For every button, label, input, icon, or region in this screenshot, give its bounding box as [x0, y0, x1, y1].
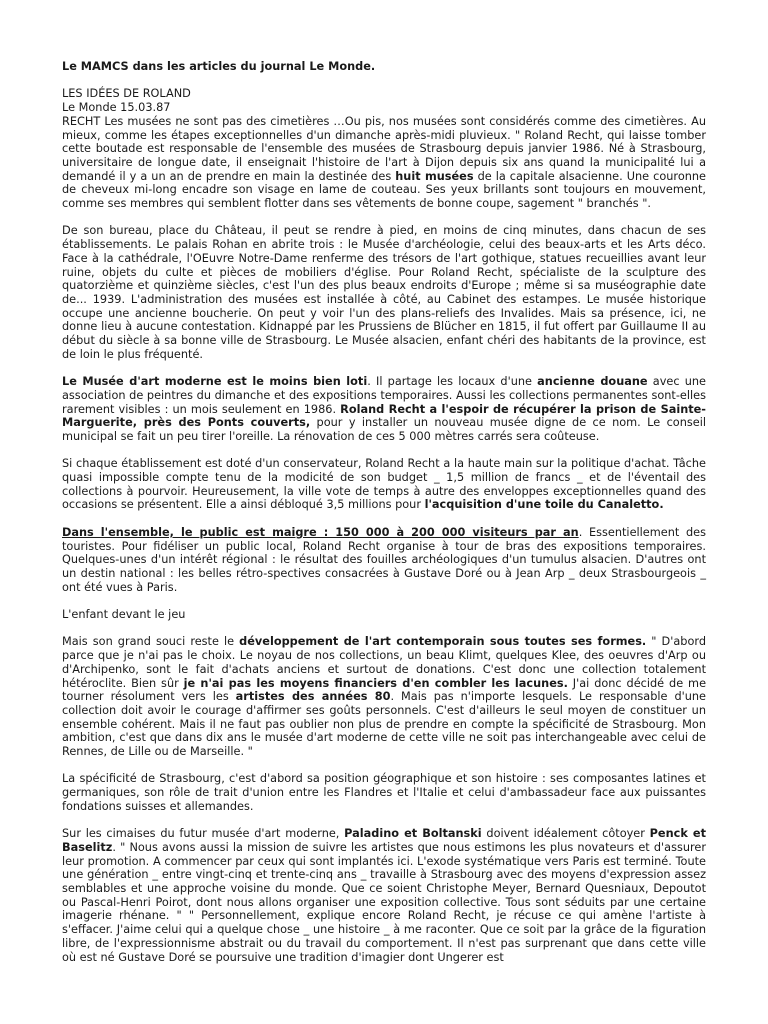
p3-text-2: avec une association de peintres du dimanche et des expositions temporaires. Aussi les collections permanentes sont-elles rarement visibles : un mois seulement en 1986.: [62, 375, 706, 416]
paragraph-8: [62, 827, 706, 964]
paragraph-2: De son bureau, place du Château, il peut se rendre à pied, en moins de cinq minutes, dans chacun de ses établissements. Le palais Rohan en abrite trois : le Musée d'archéologie, celui des beaux-arts et les Arts déco. Face à la cathédrale, l'OEuvre Notre-Dame renferme des trésors de l'art gothique, statues recueillies avant leur ruine, objets du culte et pièces de mobiliers d'église. Pour Roland Recht, spécialiste de la sculpture des quatorzième et quinzième siècles, c'est l'un des plus beaux endroits d'Europe ; même si sa muséographie date de... 1939. L'administration des musées est installée à côté, au Cabinet des estampes. Le musée historique occupe une ancienne boucherie. On peut y voir l'un des plans-reliefs des Invalides. Mais sa présence, ici, ne donne lieu à aucune contestation. Kidnappé par les Prussiens de Blücher en 1815, il fut offert par Guillaume II au début du siècle à sa bonne ville de Strasbourg. Le Musée alsacien, enfant chéri des habitants de la province, est de loin le plus fréquenté.: [62, 224, 706, 361]
p6-bold-2: je n'ai pas les moyens financiers d'en combler les lacunes.: [183, 676, 568, 690]
p4-bold-1: l'acquisition d'une toile du Canaletto.: [424, 498, 664, 512]
article-header: [62, 87, 706, 210]
p3-bold-3: Roland Recht a l'espoir de récupérer la prison de Sainte-Marguerite, près des Ponts couverts,: [62, 402, 706, 430]
article-dateline: Le Monde 15.03.87: [62, 101, 171, 115]
p6-text-1: Mais son grand souci reste le: [62, 635, 240, 649]
paragraph-5: [62, 526, 706, 595]
paragraph-7: La spécificité de Strasbourg, c'est d'abord sa position géographique et son histoire : ses composantes latines et germaniques, son rôle de trait d'union entre les Flandres et l'Italie et celui d'ambassadeur face aux puissantes fondations suisses et allemandes.: [62, 772, 706, 813]
p1-text-2: de la capitale alsacienne. Une couronne de cheveux mi-long encadre son visage en lame de couteau. Ses yeux brillants sont toujours en mouvement, comme ses membres qui semblent flotter dans ses vêtements de bonne coupe, sagement " branchés ".: [62, 169, 706, 211]
p8-text-2: doivent idéalement côtoyer: [481, 827, 650, 841]
p3-text-1: . Il partage les locaux d'une: [367, 375, 538, 389]
p3-text-3: pour y installer un nouveau musée digne de ce nom. Le conseil municipal se fait un peu tirer l'oreille. La rénovation de ces 5 000 mètres carrés sera coûteuse.: [62, 416, 706, 443]
article-document: [62, 60, 706, 978]
p5-text-1: . Essentiellement des touristes. Pour fidéliser un public local, Roland Recht organise à tour de bras des expositions temporaires. Quelques-unes d'un intérêt régional : le résultat des fouilles archéologiques d'un tumulus alsacien. D'autres ont un destin national : les belles rétro-spectives consacrées à Gustave Doré ou à Jean Arp _ deux Strasbourgeois _ ont été vues à Paris.: [62, 525, 706, 594]
p6-text-3: J'ai donc décidé de me tourner résolument vers les: [62, 676, 707, 704]
p6-text-4: . Mais pas n'importe lesquels. Le responsable d'une collection doit avoir le courage d'affirmer ses goûts personnels. C'est d'ailleurs le seul moyen de constituer un ensemble cohérent. Mais il ne faut pas oublier non plus de prendre en compte la spécificité de Strasbourg. Mon ambition, c'est que dans dix ans le musée d'art moderne de cette ville ne soit pas interchangeable avec celui de Rennes, de Lille ou de Marseille. ": [62, 690, 706, 759]
p6-text-2: " D'abord parce que je n'ai pas le choix. Le noyau de nos collections, un beau Klimt, quelques Klee, des oeuvres d'Arp ou d'Archipenko, sont le fait d'achats anciens et surtout de donations. C'est donc une collection totalement hétéroclite. Bien sûr: [62, 635, 706, 690]
p3-bold-1: Le Musée d'art moderne est le moins bien loti: [62, 375, 368, 389]
p6-bold-1: développement de l'art contemporain sous toutes ses formes.: [239, 635, 647, 649]
p3-bold-2: ancienne douane: [537, 375, 648, 389]
paragraph-6: [62, 635, 706, 758]
section-heading: LES IDÉES DE ROLAND: [62, 87, 191, 101]
subheading: L'enfant devant le jeu: [62, 608, 186, 622]
paragraph-4: [62, 457, 706, 512]
p4-text-1: Si chaque établissement est doté d'un conservateur, Roland Recht a la haute main sur la politique d'achat. Tâche quasi impossible compte tenu de la modicité de son budget _ 1,5 million de francs _ et de l'éventail des collections à pourvoir. Heureusement, la ville vote de temps à autre des enveloppes exceptionnelles quand des occasions se présentent. Elle a ainsi débloqué 3,5 millions pour: [62, 457, 706, 512]
p1-bold-1: huit musées: [395, 169, 474, 183]
p6-bold-3: artistes des années 80: [235, 690, 391, 704]
document-title: Le MAMCS dans les articles du journal Le Monde.: [62, 60, 376, 73]
p5-bold-underlined: Dans l'ensemble, le public est maigre : 150 000 à 200 000 visiteurs par an: [62, 525, 579, 539]
p8-text-1: Sur les cimaises du futur musée d'art moderne,: [62, 827, 345, 841]
p8-bold-1: Paladino et Boltanski: [344, 827, 482, 841]
p8-bold-2: Penck et Baselitz: [62, 827, 706, 854]
paragraph-3: [62, 375, 706, 444]
p8-text-3: . " Nous avons aussi la mission de suivre les artistes que nous estimons les plus novateurs et d'assurer leur promotion. A commencer par ceux qui sont implantés ici. L'exode systématique vers Paris est terminé. Toute une génération _ entre vingt-cinq et trente-cinq ans _ travaille à Strasbourg avec des moyens d'expression assez semblables et une approche voisine du monde. Que ce soient Christophe Meyer, Bernard Quesniaux, Depoutot ou Pascal-Henri Poirot, dont nous allons organiser une exposition collective. Tous sont séduits par une certaine imagerie rhénane. " " Personnellement, explique encore Roland Recht, je récuse ce qui amène l'artiste à s'effacer. J'aime celui qui a quelque chose _ une histoire _ à me raconter. Que ce soit par la grâce de la figuration libre, de l'expressionnisme abstrait ou du travail du comportement. Il n'est pas surprenant que dans cette ville où est né Gustave Doré se poursuive une tradition d'imagier dont Ungerer est: [62, 840, 706, 964]
p1-text-1: RECHT Les musées ne sont pas des cimetières …Ou pis, nos musées sont considérés comme des cimetières. Au mieux, comme les étapes exceptionnelles d'un dimanche après-midi pluvieux. " Roland Recht, qui laisse tomber cette boutade est responsable de l'ensemble des musées de Strasbourg depuis janvier 1986. Né à Strasbourg, universitaire de longue date, il enseignait l'histoire de l'art à Dijon depuis six ans quand la municipalité lui a demandé il y a un an de prendre en main la destinée des: [62, 114, 706, 183]
